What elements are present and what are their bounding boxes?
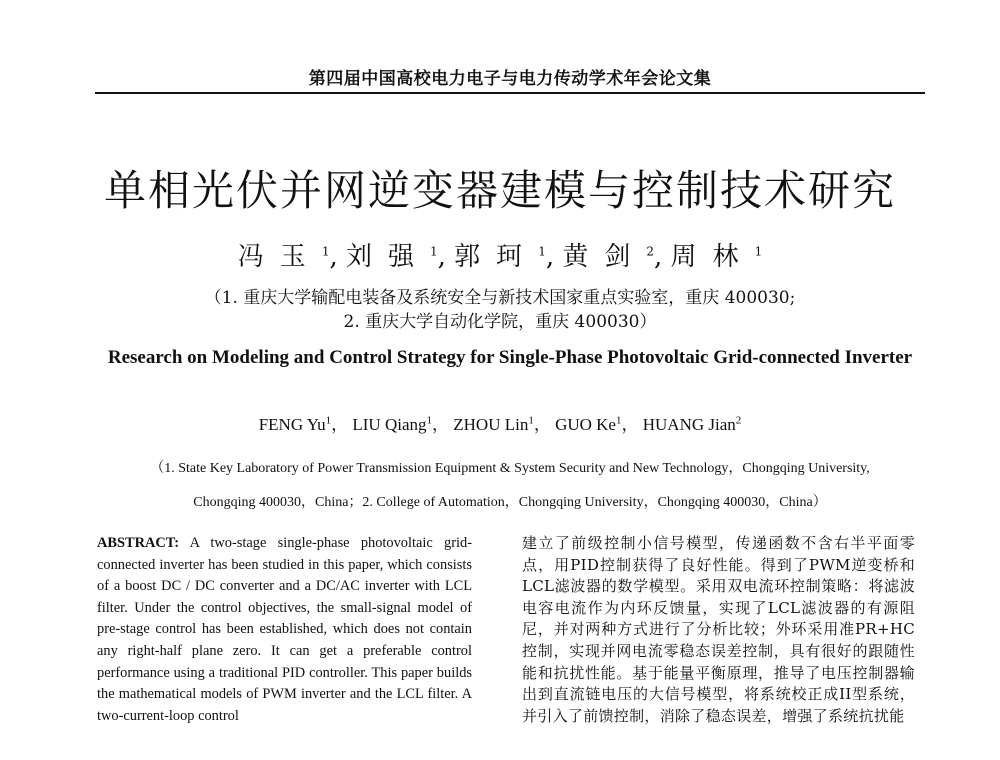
- author-en: ZHOU Lin$^1$: [453, 414, 534, 434]
- affiliation-cn-line: 2. 重庆大学自动化学院，重庆 400030）: [343, 312, 657, 332]
- paper-title-en: Research on Modeling and Control Strategy for Single-Phase Photovoltaic Grid-connected Inverter: [107, 347, 913, 368]
- author-cn: 周林$^1$: [670, 242, 763, 272]
- author-en: FENG Yu$^1$: [258, 414, 332, 434]
- author-cn: 刘强$^1$: [345, 242, 438, 272]
- author-cn: 黄剑$^2$: [562, 242, 655, 272]
- author-cn: 郭珂$^1$: [454, 242, 546, 272]
- authors-cn: 冯玉$^1$, 刘强$^1$, 郭珂$^1$, 黄剑$^2$, 周林$^1$: [237, 242, 763, 272]
- abstract-en-text: A two-stage single-phase photovoltaic grid-connected inverter has been studied in this paper, which consists of a boost DC / DC converter and a DC/AC inverter with LCL filter. Under the control objectives, the small-signal model of pre-stage control has been established, which does not contain any right-half plane zero. It can get a preferable control performance using a traditional PID controller. This paper builds the mathematical models of PWM inverter and the LCL filter. A two-current-loop control: [97, 535, 472, 724]
- affiliation-en-line: （1. State Key Laboratory of Power Transmission Equipment & System Security and New Technology，Chongqing University,: [150, 461, 870, 476]
- running-header: 第四届中国高校电力电子与电力传动学术年会论文集: [308, 69, 712, 89]
- author-en: LIU Qiang$^1$: [352, 414, 432, 434]
- affiliations-cn: [0, 286, 1000, 334]
- abstract-label: ABSTRACT:: [97, 535, 180, 551]
- author-cn: 冯玉$^1$: [237, 242, 330, 272]
- affiliations-en: [70, 452, 950, 520]
- affiliation-en-line: Chongqing 400030，China；2. College of Automation，Chongqing University，Chongqing 400030，China）: [193, 495, 827, 510]
- abstract-cn-continued: 建立了前级控制小信号模型，传递函数不含右半平面零点，用PID控制获得了良好性能。得到了PWM逆变桥和LCL滤波器的数学模型。采用双电流环控制策略：将滤波电容电流作为内环反馈量，实现了LCL滤波器的有源阻尼，并对两种方式进行了分析比较；外环采用准PR+HC控制，实现并网电流零稳态误差控制，具有很好的跟随性能和抗扰性能。基于能量平衡原理，推导了电压控制器输出到直流链电压的大信号模型，将系统校正成II型系统，并引入了前馈控制，消除了稳态误差，增强了系统抗扰能: [522, 534, 915, 725]
- authors-en: FENG Yu$^1$， LIU Qiang$^1$， ZHOU Lin$^1$， GUO Ke$^1$， HUANG Jian$^2$: [258, 414, 742, 434]
- affiliation-cn-line: （1. 重庆大学输配电装备及系统安全与新技术国家重点实验室，重庆 400030;: [204, 288, 796, 308]
- author-en: HUANG Jian$^2$: [642, 414, 742, 434]
- author-en: GUO Ke$^1$: [555, 414, 622, 434]
- header-rule: [95, 92, 925, 94]
- paper-title-cn: 单相光伏并网逆变器建模与控制技术研究: [103, 166, 896, 215]
- abstract-en: [97, 533, 472, 727]
